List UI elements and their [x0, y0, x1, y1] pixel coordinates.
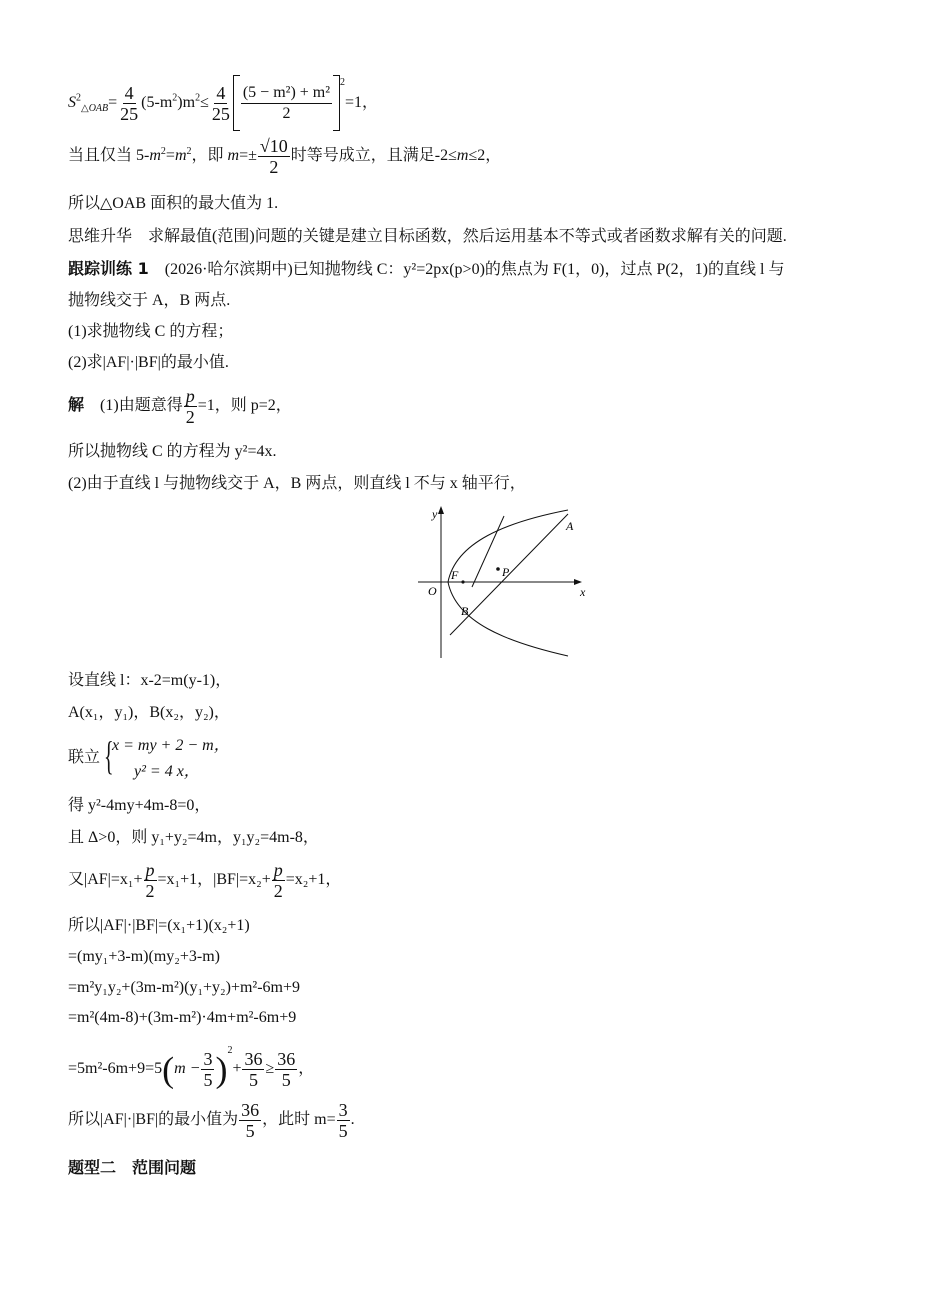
text: .	[350, 1111, 355, 1129]
quadratic: 得 y²-4my+4m-8=0，	[68, 797, 211, 814]
text: =	[165, 147, 175, 165]
text: 当且仅当 5-	[68, 147, 150, 165]
den: 5	[338, 1121, 348, 1141]
var: m	[456, 147, 469, 165]
vieta: 且 Δ>0，则 y₁+y₂=4m，y₁y₂=4m-8，	[68, 829, 319, 846]
text: m −	[174, 1060, 201, 1077]
equation-area-bound	[68, 72, 378, 131]
y-arrow	[438, 506, 444, 514]
right-bracket	[333, 75, 340, 131]
system-eq-1: x = my + 2 − m，	[112, 737, 230, 754]
exercise-line	[68, 258, 784, 281]
den: 5	[245, 1121, 255, 1141]
exercise-label: 跟踪训练 1	[68, 259, 149, 278]
text: =1，则 p=2，	[197, 397, 292, 415]
exercise-text: (2026·哈尔滨期中)已知抛物线 C：y²=2px(p>0)的焦点为 F(1，0)，过点 P(2，1)的直线 l 与	[164, 261, 785, 278]
y-label: y	[432, 507, 438, 521]
points-def: A(x₁，y₁)，B(x₂，y₂)，	[68, 704, 230, 721]
insight-line	[68, 226, 787, 248]
text: +	[232, 1060, 242, 1077]
left-bracket	[233, 75, 240, 131]
sup: 2	[160, 145, 166, 157]
text: =5m²-6m+9=5	[68, 1060, 163, 1077]
x-label: x	[580, 585, 586, 599]
num: 3	[338, 1100, 348, 1120]
den: 5	[281, 1069, 291, 1090]
fraction	[241, 83, 332, 124]
section-heading: 题型二 范围问题	[68, 1158, 197, 1177]
num: p	[273, 860, 283, 880]
question-1: (1)求抛物线 C 的方程；	[68, 323, 234, 340]
num: (5 − m²) + m²	[241, 83, 332, 104]
s-symbol: S	[68, 94, 76, 111]
var: m	[227, 147, 240, 165]
num: 36	[241, 1100, 260, 1120]
left-paren: (	[162, 1049, 175, 1090]
text: ，此时 m=	[262, 1111, 336, 1129]
sup: 2	[186, 145, 192, 157]
product-step-5	[68, 1040, 314, 1090]
text: (1)由题意得	[100, 397, 183, 415]
line-equation: 设直线 l：x-2=m(y-1)，	[68, 672, 232, 689]
fraction	[272, 860, 285, 901]
parabola-figure	[416, 502, 588, 660]
focal-distances	[68, 860, 341, 901]
product-step-3: =m²y₁y₂+(3m-m²)(y₁+y₂)+m²-6m+9	[68, 979, 301, 996]
sup: 2	[195, 92, 201, 104]
product-step-2: =(my₁+3-m)(my₂+3-m)	[68, 948, 220, 965]
question-2: (2)求|AF|·|BF|的最小值.	[68, 354, 229, 371]
fraction	[239, 1100, 261, 1141]
den: 2	[282, 104, 291, 122]
var: m	[174, 147, 187, 165]
text: 所以|AF|·|BF|的最小值为	[68, 1111, 239, 1129]
f-label: F	[451, 568, 459, 582]
num: 36	[277, 1048, 296, 1069]
point-p	[496, 567, 500, 571]
text: ，	[298, 1060, 315, 1077]
fraction	[201, 1049, 214, 1090]
den: 5	[203, 1069, 213, 1090]
text: 又|AF|=x₁+	[68, 871, 143, 889]
system-label: 联立	[68, 749, 101, 766]
text: =x₁+1，|BF|=x₂+	[157, 871, 271, 889]
sup: 2	[340, 77, 346, 88]
a-label: A	[566, 519, 574, 533]
final-answer	[68, 1100, 355, 1141]
focus-point	[461, 580, 464, 583]
conclusion-line: 所以△OAB 面积的最大值为 1.	[68, 195, 279, 212]
sup: 2	[76, 92, 81, 104]
sup: 2	[172, 92, 178, 104]
num: p	[145, 860, 155, 880]
text: =1，	[345, 94, 379, 111]
solution-2-intro: (2)由于直线 l 与抛物线交于 A，B 两点，则直线 l 不与 x 轴平行，	[68, 475, 526, 492]
den: 2	[269, 157, 279, 177]
p-label: P	[502, 565, 510, 579]
den: 25	[211, 103, 230, 124]
text: ≤2，	[468, 147, 502, 165]
insight-text: 求解最值(范围)问题的关键是建立目标函数，然后运用基本不等式或者函数求解有关的问题.	[148, 228, 787, 245]
solution-1-result: 所以抛物线 C 的方程为 y²=4x.	[68, 443, 277, 460]
sub: △OAB	[81, 103, 109, 115]
text: ，即	[191, 147, 228, 165]
leq: ≤	[200, 94, 209, 111]
equality-condition	[68, 136, 501, 177]
den: 2	[273, 881, 283, 901]
insight-label: 思维升华	[68, 228, 133, 245]
num: 4	[124, 82, 134, 103]
den: 5	[248, 1069, 258, 1090]
sup: 2	[227, 1045, 233, 1056]
product-step-4: =m²(4m-8)+(3m-m²)·4m+m²-6m+9	[68, 1009, 297, 1026]
fraction	[118, 83, 140, 124]
product-step-1: 所以|AF|·|BF|=(x₁+1)(x₂+1)	[68, 917, 250, 934]
right-paren: )	[215, 1049, 228, 1090]
fraction	[184, 386, 197, 427]
fraction	[258, 136, 290, 177]
text: =±	[239, 147, 257, 165]
den: 2	[185, 407, 195, 427]
fraction	[275, 1049, 297, 1090]
solution-label: 解	[68, 395, 85, 415]
system-equations	[68, 733, 368, 783]
text: =x₂+1，	[285, 871, 342, 889]
eq-sign: =	[108, 94, 118, 111]
solution-1	[68, 386, 292, 427]
den: 2	[145, 881, 155, 901]
fraction	[210, 83, 232, 124]
b-label: B	[461, 604, 469, 618]
text: ≥	[265, 1060, 275, 1077]
text: (5-m	[141, 94, 173, 111]
brace: {	[104, 733, 114, 778]
num: 4	[216, 82, 226, 103]
num: √10	[259, 136, 288, 156]
num: 36	[244, 1048, 263, 1069]
text: )m	[177, 94, 196, 111]
num: 3	[203, 1048, 213, 1069]
text: 时等号成立，且满足-2≤	[290, 147, 457, 165]
system-eq-2: y² = 4 x，	[134, 763, 200, 780]
var: m	[149, 147, 161, 165]
den: 25	[120, 103, 139, 124]
chord-ab	[472, 516, 504, 587]
num: p	[185, 386, 195, 406]
fraction	[337, 1100, 350, 1141]
exercise-line-2: 抛物线交于 A，B 两点.	[68, 292, 231, 309]
origin-label: O	[428, 584, 437, 598]
fraction	[144, 860, 157, 901]
fraction	[242, 1049, 264, 1090]
